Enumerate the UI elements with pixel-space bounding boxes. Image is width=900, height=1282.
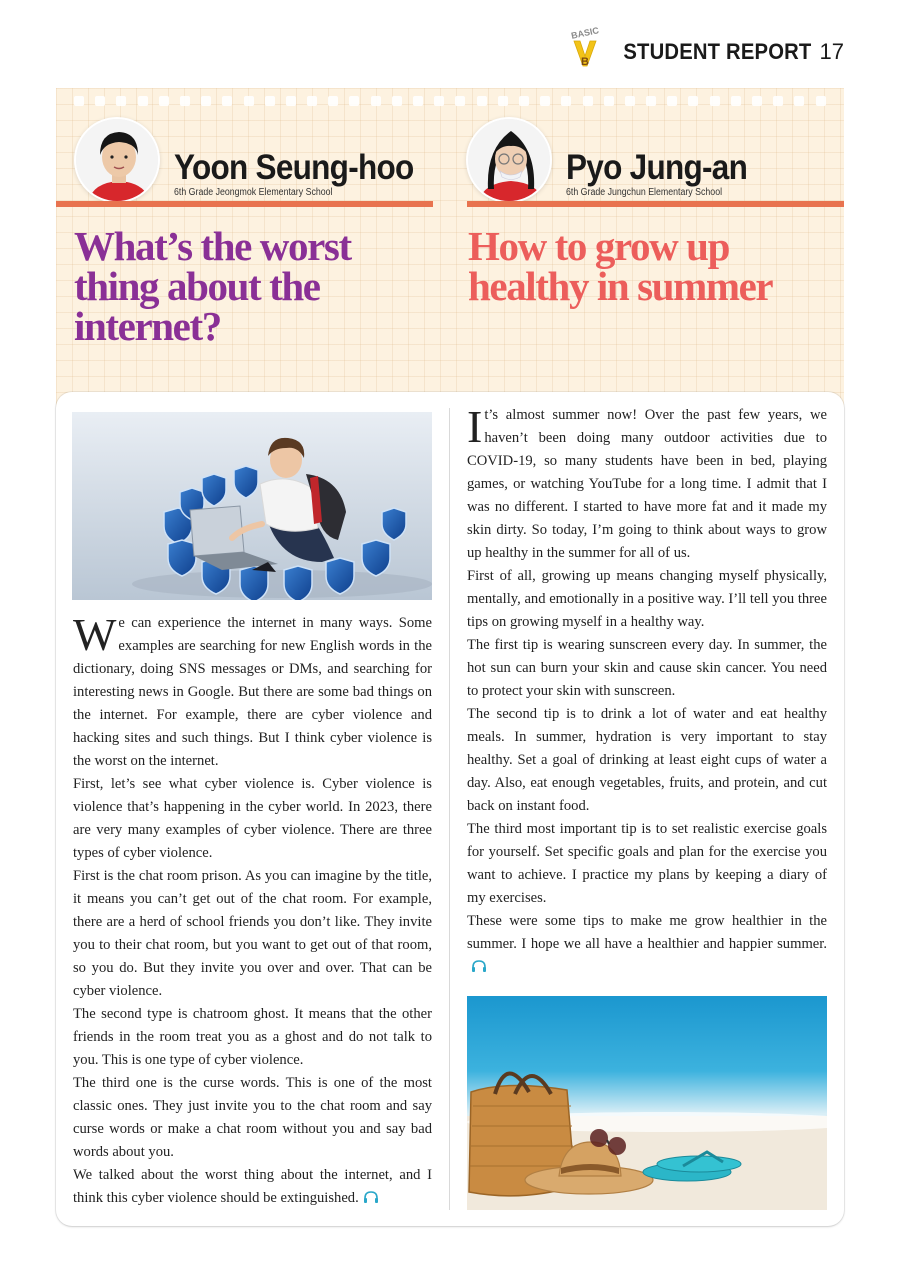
paragraph: It’s almost summer now! Over the past few years, we haven’t been doing many outdoor activities due to COVID-19, so many students have been in bed, playing games, or watching YouTube for a long time. I admit that I was no different. I started to have more fat and it made my skin dirty. So today, I’m going to think about ways to grow up healthy in the summer for all of us. <box>467 401 827 561</box>
dropcap-left: W <box>73 609 117 660</box>
page-number: 17 <box>819 39 844 64</box>
paragraph: We talked about the worst thing about the internet, and I think this cyber violence should be extinguished. <box>73 1167 432 1206</box>
accent-bar-left <box>56 201 433 207</box>
paragraph: First is the chat room prison. As you can imagine by the title, it means you can’t get out of the chat room. For example, there are a herd of school friends you don’t like. They invite you to their chat room, but you want to get out of that room, so you do. But they invite you over and over. That can be cyber violence. <box>73 868 432 999</box>
paragraph: The third one is the curse words. This is one of the most classic ones. They just invite you to the chat room and say curse words or make a chat room without you and say bad words about you. <box>73 1075 432 1160</box>
summer-beach-illustration-icon <box>467 996 827 1210</box>
author-block-right <box>466 110 767 210</box>
cyber-security-illustration-icon <box>72 412 432 600</box>
article-body-right <box>467 401 827 979</box>
headline-banner <box>56 88 844 408</box>
paragraph: First of all, growing up means changing myself physically, mentally, and emotionally in a positive way. I’ll tell you three tips on growing myself in a healthy way. <box>467 568 827 630</box>
page-header <box>570 25 844 76</box>
paragraph: We can experience the internet in many ways. Some examples are searching for new English words in the dictionary, doing SNS messages or DMs, and searching for interesting news in Google. But there are some bad things on the internet. For example, there are cyber violence and hacking sites and such things. But I think cyber violence is the worst on the internet. <box>73 609 432 769</box>
author-name-left: Yoon Seung-hoo <box>174 148 414 187</box>
headphones-icon <box>363 1191 379 1203</box>
paragraph: The second tip is to drink a lot of water and eat healthy meals. In summer, hydration is very important to stay healthy. Set a goal of drinking at least eight cups of water a day. Also, eat enough vegetables, fruits, and protein, and cut back on instant food. <box>467 706 827 814</box>
author-name-right: Pyo Jung-an <box>566 148 748 187</box>
section-title: STUDENT REPORT <box>623 39 812 64</box>
headline-right: How to grow up healthy in summer <box>468 223 773 309</box>
headphones-icon <box>471 960 487 972</box>
article-card <box>56 392 844 1226</box>
author-block-left <box>74 110 440 210</box>
headline-left: What’s the worst thing about the internet? <box>74 223 351 349</box>
author-photo-left <box>74 117 160 203</box>
beach-bag-hat-sandals-image <box>467 996 827 1210</box>
student-portrait-icon <box>468 119 552 203</box>
student-portrait-icon <box>76 119 160 203</box>
author-school-right: 6th Grade Jungchun Elementary School <box>566 187 723 198</box>
paragraph: First, let’s see what cyber violence is. Cyber violence is violence that’s happening in the cyber world. In 2023, there are very many examples of cyber violence. There are three types of cyber violence. <box>73 776 432 861</box>
paragraph: These were some tips to make me grow healthier in the summer. I hope we all have a healthier and happier summer. <box>467 910 827 979</box>
author-photo-right <box>466 117 552 203</box>
boy-laptop-shields-image <box>72 412 432 600</box>
v-check-logo-icon <box>573 38 597 70</box>
logo-letter: B <box>581 56 590 68</box>
decorative-dash-row <box>74 96 826 106</box>
article-body-left <box>73 609 432 1210</box>
accent-bar-right <box>467 201 844 207</box>
paragraph: The first tip is wearing sunscreen every day. In summer, the hot sun can burn your skin and cause skin cancer. You need to protect your skin with sunscreen. <box>467 637 827 699</box>
dropcap-right: I <box>467 401 483 452</box>
logo-text: BASIC <box>570 25 600 41</box>
basic-logo <box>570 25 600 76</box>
paragraph: The second type is chatroom ghost. It means that the other friends in the room treat you as a ghost and do not talk to you. This is one type of cyber violence. <box>73 1006 432 1068</box>
column-divider <box>449 408 450 1210</box>
paragraph: The third most important tip is to set realistic exercise goals for yourself. Set specific goals and plan for the exercise you want to achieve. I practice my plans by keeping a diary of my exercises. <box>467 821 827 906</box>
author-school-left: 6th Grade Jeongmok Elementary School <box>174 187 333 198</box>
